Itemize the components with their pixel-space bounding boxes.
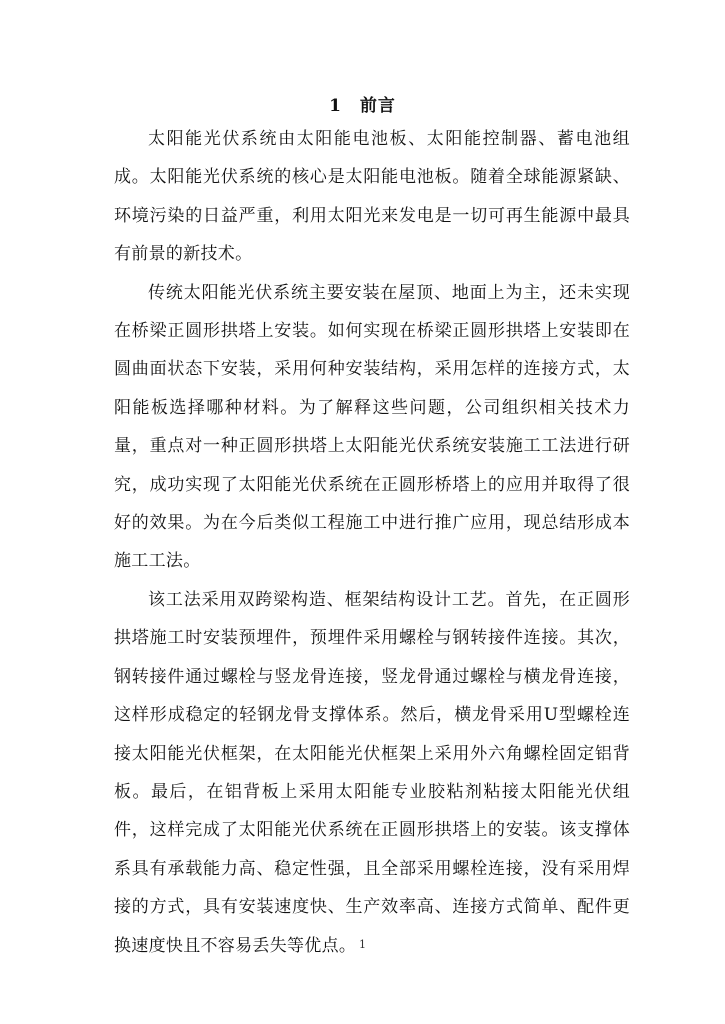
page-number: 1 [359, 938, 366, 951]
paragraph-intro: 太阳能光伏系统由太阳能电池板、太阳能控制器、蓄电池组成。太阳能光伏系统的核心是太阳能电池板。随着全球能源紧缺、环境污染的日益严重，利用太阳光来发电是一切可再生能源中最具有前景的新技术。 [114, 129, 630, 265]
paragraph-background: 传统太阳能光伏系统主要安装在屋顶、地面上为主，还未实现在桥梁正圆形拱塔上安装。如何实现在桥梁正圆形拱塔上安装即在圆曲面状态下安装，采用何种安装结构，采用怎样的连接方式，太阳能板选择哪种材料。为了解释这些问题，公司组织相关技术力量，重点对一种正圆形拱塔上太阳能光伏系统安装施工工法进行研究，成功实现了太阳能光伏系统在正圆形桥塔上的应用并取得了很好的效果。为在今后类似工程施工中进行推广应用，现总结形成本施工工法。 [114, 282, 630, 572]
paragraph-method: 该工法采用双跨梁构造、框架结构设计工艺。首先，在正圆形拱塔施工时安装预埋件，预埋件采用螺栓与钢转接件连接。其次，钢转接件通过螺栓与竖龙骨连接，竖龙骨通过螺栓与横龙骨连接，这样形成稳定的轻钢龙骨支撑体系。然后，横龙骨采用U型螺栓连接太阳能光伏框架，在太阳能光伏框架上采用外六角螺栓固定铝背板。最后，在铝背板上采用太阳能专业胶粘剂粘接太阳能光伏组件，这样完成了太阳能光伏系统在正圆形拱塔上的安装。该支撑体系具有承载能力高、稳定性强，且全部采用螺栓连接，没有采用焊接的方式，具有安装速度快、生产效率高、连接方式简单、配件更换速度快且不容易丢失等优点。 [114, 589, 630, 956]
section-heading: 1 前言 [329, 96, 396, 116]
body-text [114, 120, 630, 965]
